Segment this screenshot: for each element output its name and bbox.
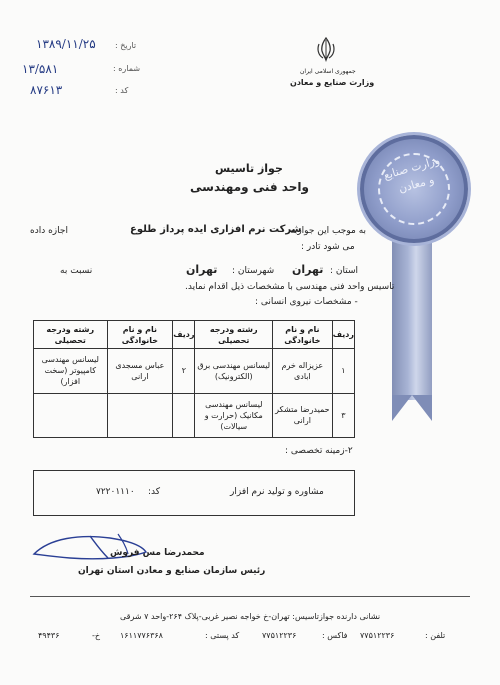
city-value: تهران — [186, 263, 218, 276]
establish-text: تاسیس واحد فنی مهندسی با مشخصات ذیل اقدام نماید. — [185, 282, 395, 292]
issued-to-text: می شود تادر : — [301, 242, 355, 252]
footer-address: نشانی دارنده جوازتاسیس: تهران-خ خواجه نصیر غربی-پلاک ۲۶۴-واحد ۷ شرقی — [120, 612, 381, 621]
specialty-activity: مشاوره و تولید نرم افزار — [230, 487, 324, 497]
specialty-label: ۲-زمینه تخصصی : — [285, 446, 353, 456]
code-value: ۸۷۶۱۳ — [30, 83, 63, 97]
row1-right-name: عزیزاله خرم ابادی — [273, 349, 333, 394]
specialty-code-label: کد: — [148, 487, 161, 497]
signatory-name: محمدرضا مس فروش — [110, 548, 205, 558]
number-label: شماره : — [113, 64, 141, 73]
row1-right-degree: لیسانس مهندسی برق (الکترونیک) — [195, 349, 273, 394]
table-row — [34, 349, 355, 394]
footer-phone-label: تلفن : — [425, 631, 446, 640]
ministry-line1: جمهوری اسلامی ایران — [300, 68, 356, 75]
footer-box-value: ۴۹۴۳۶ — [38, 631, 60, 640]
header-index-right: ردیف — [332, 321, 354, 349]
row2-left-name — [107, 393, 173, 438]
province-label: استان : — [330, 266, 359, 276]
staff-table — [33, 320, 355, 438]
province-value: تهران — [292, 263, 324, 276]
ministry-seal — [360, 135, 468, 243]
footer-postal-label: کد پستی : — [205, 631, 240, 640]
header-degree-left: رشته ودرجه تحصیلی — [34, 321, 108, 349]
permit-given-text: اجازه داده — [30, 226, 68, 236]
row2-left-degree — [34, 393, 108, 438]
header-name-right: نام و نام خانوادگی — [273, 321, 333, 349]
date-value: ۱۳۸۹/۱۱/۲۵ — [36, 37, 96, 51]
specialty-code-value: ۷۲۲۰۱۱۱۰ — [96, 487, 135, 497]
row2-left-index — [173, 393, 195, 438]
number-value: ۱۳/۵۸۱ — [22, 62, 59, 76]
row1-left-index: ۲ — [173, 349, 195, 394]
header-index-left: ردیف — [173, 321, 195, 349]
title-line2: واحد فنی ومهندسی — [190, 180, 309, 194]
company-name: شرکت نرم افزاری ایده پرداز طلوع — [130, 224, 302, 235]
seal-text: وزارت صنایع و معادن — [382, 153, 442, 196]
iran-emblem-icon — [315, 36, 337, 62]
ministry-line2: وزارت صنایع و معادن — [290, 78, 375, 87]
date-label: تاریخ : — [115, 41, 137, 50]
header-name-left: نام و نام خانوادگی — [107, 321, 173, 349]
footer-box-label: خ- — [92, 631, 101, 640]
header-degree-right: رشته ودرجه تحصیلی — [195, 321, 273, 349]
row2-right-index: ۳ — [332, 393, 354, 438]
intro-text: به موجب این جوازبه — [290, 226, 367, 236]
footer-postal-value: ۱۶۱۱۷۷۶۳۶۸ — [120, 631, 163, 640]
footer-phone-value: ۷۷۵۱۲۲۳۶ — [360, 631, 395, 640]
code-label: کد : — [115, 86, 129, 95]
signature-scribble-icon — [30, 528, 150, 564]
footer-divider — [30, 596, 470, 597]
row1-left-degree: لیسانس مهندسی کامپیوتر (سخت افزار) — [34, 349, 108, 394]
relative-to-text: نسبت به — [60, 266, 93, 276]
staff-spec-label: - مشخصات نیروی انسانی : — [255, 297, 358, 307]
row1-right-index: ۱ — [332, 349, 354, 394]
seal-ribbon-tail — [392, 395, 432, 421]
row2-right-name: حمیدرضا متشکر ارانی — [273, 393, 333, 438]
footer-fax-value: ۷۷۵۱۲۲۳۶ — [262, 631, 297, 640]
staff-table-header — [34, 321, 355, 349]
signatory-role: رئیس سازمان صنایع و معادن استان تهران — [78, 566, 266, 576]
row1-left-name: عباس مسجدی ارانی — [107, 349, 173, 394]
table-row — [34, 393, 355, 438]
footer-fax-label: فاکس : — [322, 631, 348, 640]
row2-right-degree: لیسانس مهندسی مکانیک (حرارت و سیالات) — [195, 393, 273, 438]
city-label: شهرستان : — [232, 266, 275, 276]
title-line1: جواز تاسیس — [215, 162, 283, 175]
